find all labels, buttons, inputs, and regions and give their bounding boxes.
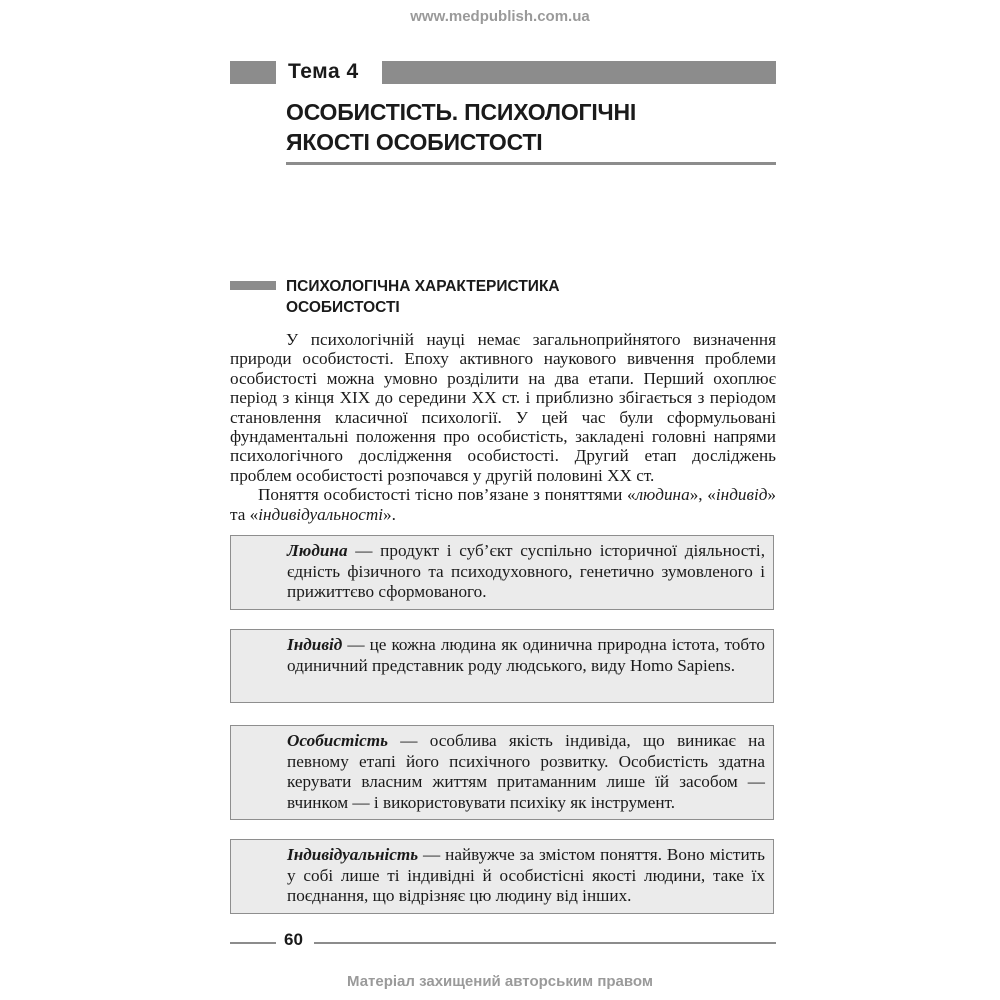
paragraph-2 — [230, 485, 776, 524]
definition-body: — продукт і суб’єкт суспільно історичної діяльності, єдність фізичного та психодуховного, генетично зумовленого і прижиттєво сформованого. — [287, 541, 765, 601]
term-indyvid: індивід — [715, 485, 768, 505]
section-marker — [230, 281, 276, 290]
chapter-title — [286, 97, 776, 157]
paragraph-2-end: ». — [383, 504, 396, 524]
publisher-url: www.medpublish.com.ua — [410, 8, 590, 25]
definition-box-indyvidualnist — [230, 839, 774, 914]
term-indyvidualnist: індивідуальності — [258, 504, 384, 524]
paragraph-2-sep2: » та « — [230, 485, 777, 524]
section-title — [286, 276, 776, 318]
copyright-notice: Матеріал захищений авторським правом — [347, 973, 653, 990]
theme-bar-left — [230, 61, 276, 84]
footer-rule-left — [230, 942, 276, 944]
footer-rule-right — [314, 942, 776, 944]
definition-term: Людина — [287, 541, 348, 560]
chapter-title-line1: ОСОБИСТІСТЬ. ПСИХОЛОГІЧНІ — [286, 99, 637, 125]
theme-bar-right — [382, 61, 776, 84]
section-title-line2: ОСОБИСТОСТІ — [286, 299, 400, 316]
definition-term: Особистість — [287, 731, 388, 750]
paragraph-2-sep1: », « — [689, 485, 716, 505]
theme-header — [230, 61, 776, 84]
definition-body: — найвужче за змістом поняття. Воно містить у собі лише ті індивідні й особистісні якості людини, таке їх поєднання, що відрізняє цю людину від інших. — [287, 845, 765, 905]
definition-term: Індивідуальність — [287, 845, 419, 864]
definition-box-osobystist — [230, 725, 774, 820]
section-title-line1: ПСИХОЛОГІЧНА ХАРАКТЕРИСТИКА — [286, 278, 560, 295]
definition-text — [287, 635, 765, 676]
definition-term: Індивід — [287, 635, 343, 654]
title-rule — [286, 162, 776, 165]
term-lyudyna: людина — [635, 485, 690, 505]
body-text — [230, 330, 776, 524]
definition-box-indyvid — [230, 629, 774, 703]
definition-box-lyudyna — [230, 535, 774, 610]
theme-label: Тема 4 — [288, 60, 359, 83]
page-number: 60 — [284, 930, 303, 949]
definition-text — [287, 845, 765, 907]
chapter-title-line2: ЯКОСТІ ОСОБИСТОСТІ — [286, 129, 543, 155]
definition-body: — це кожна людина як одинична природна істота, тобто одиничний представник роду людського, виду Homo Sapiens. — [287, 635, 765, 675]
definition-body: — особлива якість індивіда, що виникає на певному етапі його психічного розвитку. Особистість здатна керувати власним життям притаманним лише їй засобом — вчинком — і використовувати психіку як інструмент. — [287, 731, 765, 812]
paragraph-1: У психологічній науці немає загальноприйнятого визначення природи особистості. Епоху активного наукового вивчення проблеми особистості можна умовно розділити на два етапи. Перший охоплює період з кінця XIX до середини XX ст. і приблизно збігається з періодом становлення класичної психології. У цей час були сформульовані фундаментальні положення про особистість, закладені головні напрями психологічного дослідження особистості. Другий етап досліджень проблем особистості розпочався у другій половині XX ст. — [230, 330, 776, 485]
paragraph-2-start: Поняття особистості тісно пов’язане з поняттями « — [258, 485, 636, 505]
definition-text — [287, 731, 765, 813]
definition-text — [287, 541, 765, 603]
